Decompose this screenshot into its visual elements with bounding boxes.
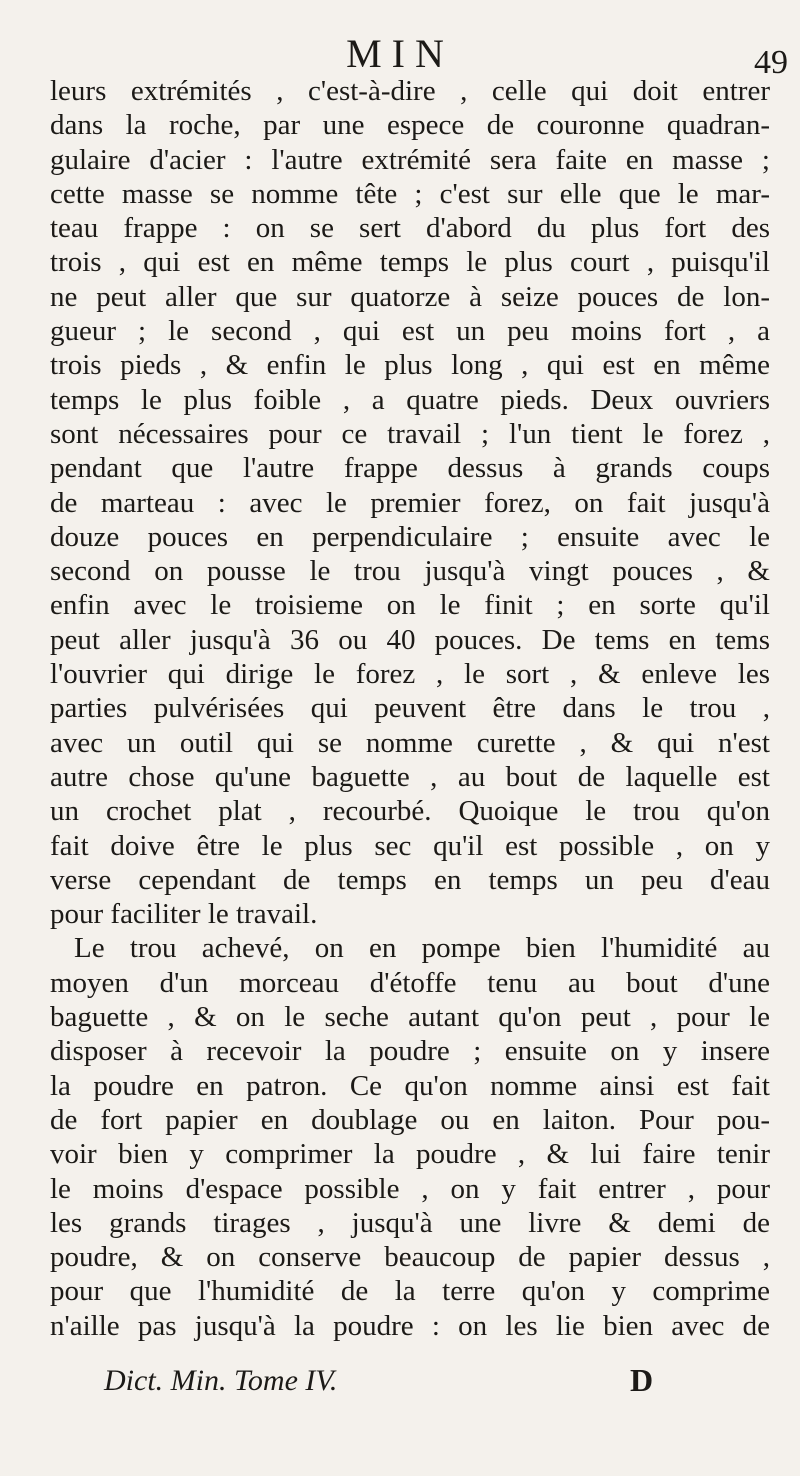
text-line: la poudre en patron. Ce qu'on nomme ainsi est fait (50, 1069, 770, 1102)
signature-mark: D (630, 1362, 654, 1398)
text-line: gueur ; le second , qui est un peu moins fort , a (50, 315, 770, 348)
text-line: les grands tirages , jusqu'à une livre & demi de (50, 1206, 770, 1239)
text-line: pour faciliter le travail. (50, 898, 318, 931)
text-line: verse cependant de temps en temps un peu d'eau (50, 863, 770, 896)
text-line: parties pulvérisées qui peuvent être dans le trou , (50, 692, 770, 725)
text-line: temps le plus foible , a quatre pieds. Deux ouvriers (50, 383, 770, 416)
text-line: ne peut aller que sur quatorze à seize pouces de lon- (50, 280, 770, 313)
text-line: leurs extrémités , c'est-à-dire , celle qui doit entrer (50, 75, 770, 107)
text-line: gulaire d'acier : l'autre extrémité sera faite en masse ; (50, 143, 770, 176)
text-line: de fort papier en doublage ou en laiton. Pour pou- (50, 1103, 770, 1136)
text-line: peut aller jusqu'à 36 ou 40 pouces. De tems en tems (50, 623, 770, 656)
text-line: voir bien y comprimer la poudre , & lui faire tenir (50, 1138, 770, 1171)
text-line: cette masse se nomme tête ; c'est sur elle que le mar- (50, 177, 770, 210)
text-line: poudre, & on conserve beaucoup de papier dessus , (50, 1241, 770, 1274)
text-line: trois pieds , & enfin le plus long , qui est en même (50, 349, 770, 382)
running-head: MIN (346, 31, 454, 76)
text-line: enfin avec le troisieme on le finit ; en sorte qu'il (50, 589, 770, 622)
body-text (50, 74, 770, 1343)
volume-footer: Dict. Min. Tome IV. (104, 1364, 338, 1397)
text-line: sont nécessaires pour ce travail ; l'un tient le forez , (50, 417, 770, 450)
text-line: dans la roche, par une espece de couronne quadran- (50, 109, 770, 142)
page-number: 49 (754, 44, 788, 81)
text-line: second on pousse le trou jusqu'à vingt pouces , & (50, 555, 770, 588)
text-line: douze pouces en perpendiculaire ; ensuite avec le (50, 520, 770, 553)
text-line: disposer à recevoir la poudre ; ensuite on y insere (50, 1035, 770, 1068)
text-line: baguette , & on le seche autant qu'on peut , pour le (50, 1001, 770, 1034)
text-line: de marteau : avec le premier forez, on fait jusqu'à (50, 486, 770, 519)
text-line: Le trou achevé, on en pompe bien l'humidité au (74, 932, 770, 965)
text-line: pendant que l'autre frappe dessus à grands coups (50, 452, 770, 485)
text-line: pour que l'humidité de la terre qu'on y comprime (50, 1275, 770, 1308)
text-line: trois , qui est en même temps le plus court , puisqu'il (50, 246, 770, 279)
text-line: l'ouvrier qui dirige le forez , le sort , & enleve les (50, 658, 770, 691)
text-line: autre chose qu'une baguette , au bout de laquelle est (50, 760, 770, 793)
text-line: avec un outil qui se nomme curette , & qui n'est (50, 726, 770, 759)
text-line: fait doive être le plus sec qu'il est possible , on y (50, 829, 770, 862)
text-line: teau frappe : on se sert d'abord du plus fort des (50, 212, 770, 245)
text-line: n'aille pas jusqu'à la poudre : on les lie bien avec de (50, 1309, 770, 1342)
text-line: moyen d'un morceau d'étoffe tenu au bout d'une (50, 966, 770, 999)
text-line: un crochet plat , recourbé. Quoique le trou qu'on (50, 795, 770, 828)
text-line: le moins d'espace possible , on y fait entrer , pour (50, 1172, 770, 1205)
